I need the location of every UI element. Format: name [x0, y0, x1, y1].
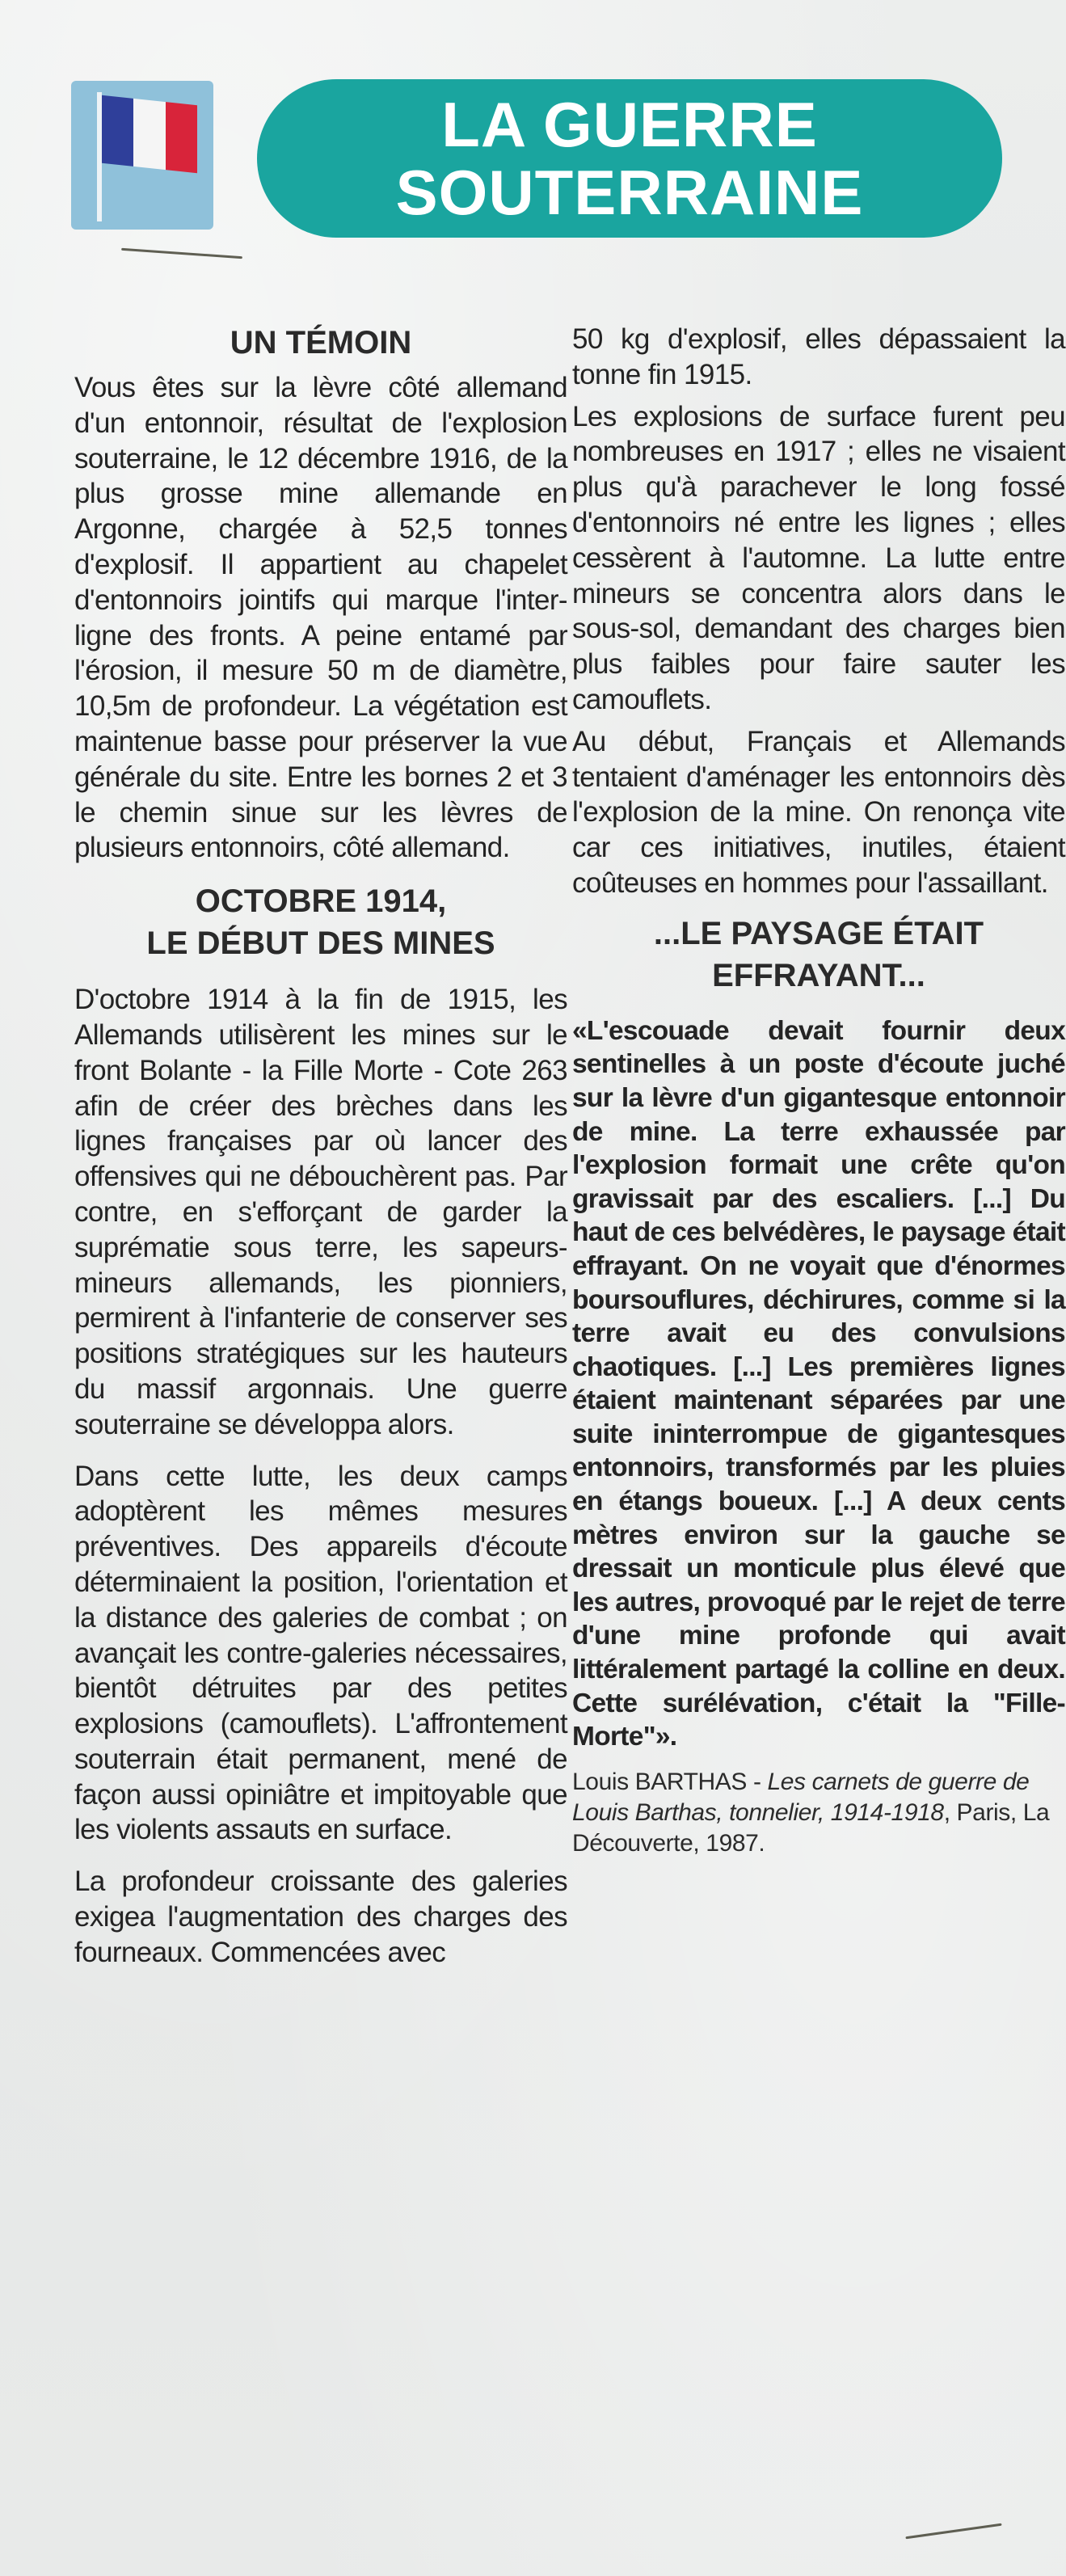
title-line-1: LA GUERRE — [441, 89, 818, 160]
heading-paysage-line-2: EFFRAYANT... — [712, 957, 925, 993]
paragraph-right-2: Les explosions de surface furent peu nombreuses en 1917 ; elles ne visaient plus qu'à parachever le long fossé d'entonnoirs né entre les lignes ; elles cessèrent à l'automne. La lutte entre mineurs se concentra alors dans le sous-sol, demandant des charges bien plus faibles pour faire sauter les camouflets. — [572, 400, 1065, 715]
title-banner — [257, 79, 1002, 238]
title-line-2: SOUTERRAINE — [395, 157, 864, 228]
heading-paysage-line-1: ...LE PAYSAGE ÉTAIT — [653, 915, 984, 951]
paragraph-right-3: Au début, Français et Allemands tentaient d'aménager les entonnoirs dès l'explosion de la mine. On renonça vite car ces initiatives, inutiles, étaient coûteuses en hommes pour l'assaillant. — [572, 725, 1065, 899]
paragraph-octobre-1: D'octobre 1914 à la fin de 1915, les Allemands utilisèrent les mines sur le front Bolante - la Fille Morte - Cote 263 afin de créer des brèches dans les lignes françaises par où lancer des offensives qui ne débouchèrent pas. Par contre, en s'efforçant de garder la suprématie sous terre, les sapeurs-mineurs allemands, les pionniers, permirent à l'infanterie de conserver ses positions stratégiques sur les hauteurs du massif argonnais. Une guerre souterraine se développa alors. — [74, 984, 567, 1440]
paragraph-octobre-3: La profondeur croissante des galeries exigea l'augmentation des charges des fourneaux. Commencées avec — [74, 1866, 567, 1968]
flag-white-stripe — [133, 99, 165, 170]
flag-cloth — [102, 95, 197, 173]
barthas-quote: «L'escouade devait fournir deux sentinelles à un poste d'écoute juché sur la lèvre d'un gigantesque entonnoir de mine. La terre exhaussée par l'explosion formait une crête qu'on gravissait par des escaliers. [...] Du haut de ces belvédères, le paysage était effrayant. On ne voyait que d'énormes boursouflures, déchirures, comme si la terre avait eu des convulsions chaotiques. [...] Les premières lignes étaient maintenant séparées par une suite ininterrompue de gigantesques entonnoirs, transformés par les pluies en étangs boueux. [...] A deux cents mètres environ sur la gauche se dressait un monticule plus élevé que les autres, provoqué par le rejet de terre d'une mine profonde qui avait littéralement partagé la colline en deux. Cette surélévation, c'était la "Fille-Morte"». — [572, 1015, 1065, 1752]
citation — [572, 1767, 1065, 1859]
french-flag-icon — [71, 81, 213, 230]
paragraph-octobre-2: Dans cette lutte, les deux camps adoptèrent les mêmes mesures préventives. Des appareils d'écoute déterminaient la position, l'orientation et la distance des galeries de combat ; on avançait les contre-galeries nécessaires, bientôt détruites par des petites explosions (camouflets). L'affrontement souterrain était permanent, mené de façon aussi opiniâtre et impitoyable que les violents assauts en surface. — [74, 1460, 567, 1846]
grass-streak — [121, 248, 242, 259]
grass-streak — [905, 2523, 1001, 2540]
citation-author: Louis BARTHAS - — [572, 1768, 768, 1795]
flag-blue-stripe — [102, 95, 133, 167]
left-column — [74, 322, 567, 1971]
citation-publisher: , Paris, La Découverte, 1987. — [572, 1798, 1050, 1857]
heading-octobre-line-2: LE DÉBUT DES MINES — [146, 925, 495, 962]
flag-red-stripe — [166, 102, 197, 173]
paragraph-right-1: 50 kg d'explosif, elles dépassaient la tonne fin 1915. — [572, 323, 1065, 390]
paragraph-temoin: Vous êtes sur la lèvre côté allemand d'un entonnoir, résultat de l'explosion souterraine, le 12 décembre 1916, de la plus grosse mine allemande en Argonne, chargée à 52,5 tonnes d'explosif. Il appartient au chapelet d'entonnoirs jointifs qui marque l'inter-ligne des fronts. A peine entamé par l'érosion, il mesure 50 m de diamètre, 10,5m de profondeur. La végétation est maintenue basse pour préserver la vue générale du site. Entre les bornes 2 et 3 le chemin sinue sur les lèvres de plusieurs entonnoirs, côté allemand. — [74, 372, 567, 864]
citation-title: Les carnets de guerre de Louis Barthas, tonnelier, 1914-1918 — [572, 1768, 1030, 1826]
right-column — [572, 322, 1065, 1859]
heading-temoin: UN TÉMOIN — [230, 325, 412, 360]
heading-octobre-line-1: OCTOBRE 1914, — [195, 883, 447, 920]
